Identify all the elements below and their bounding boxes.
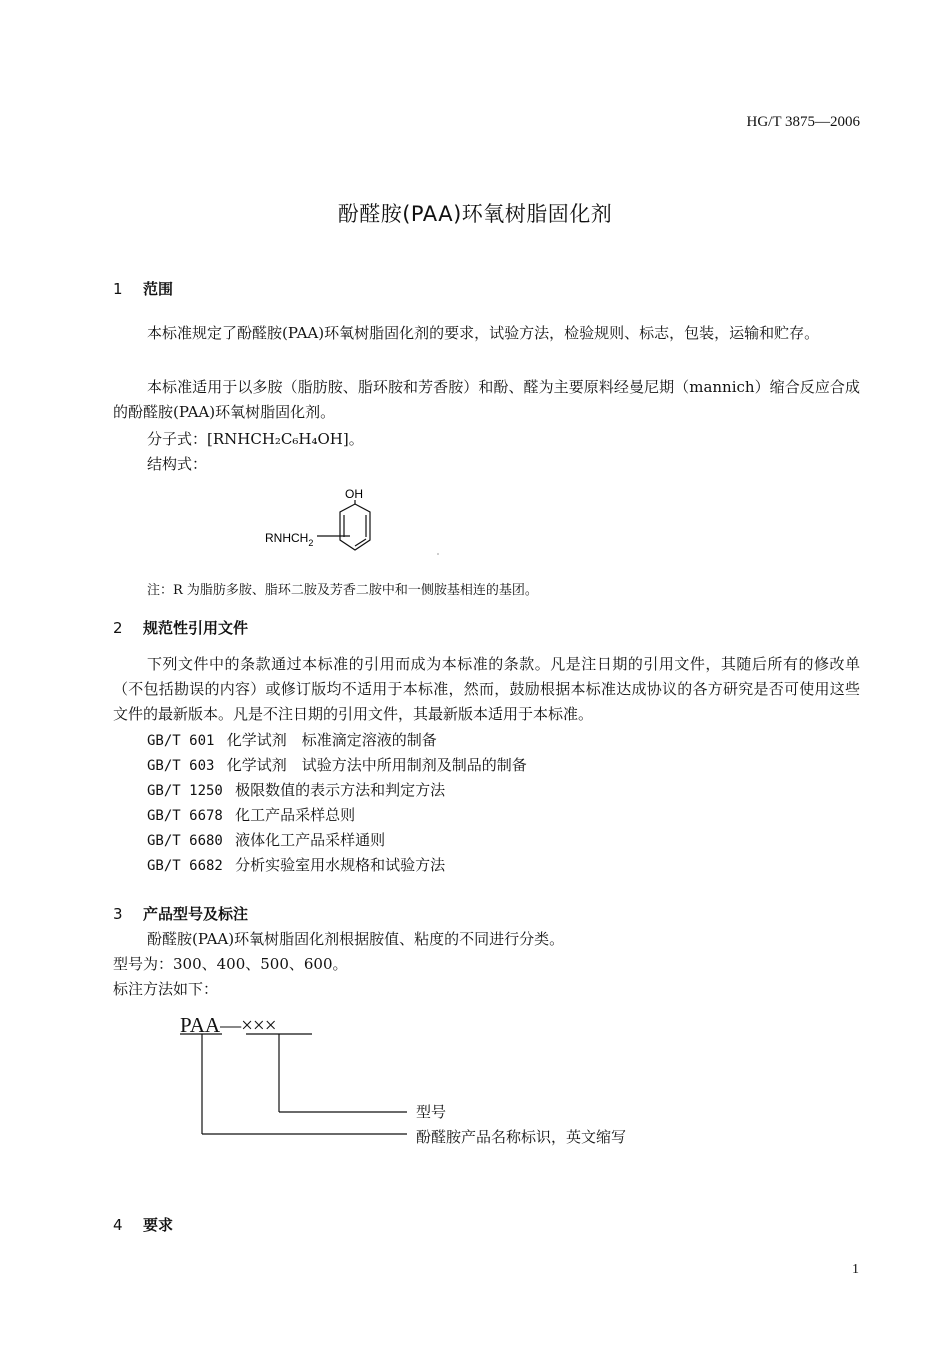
code-dash: — (220, 1013, 242, 1037)
code-suffix: ××× (241, 1013, 277, 1037)
reference-title: 化工产品采样总则 (235, 806, 356, 824)
section-1-number: 1 (113, 280, 123, 298)
section-1-title: 范围 (143, 280, 174, 298)
reference-title: 极限数值的表示方法和判定方法 (235, 781, 446, 799)
section-2-heading (113, 617, 248, 638)
hydroxyl-label: OH (345, 487, 363, 501)
section-1-heading (113, 278, 173, 299)
section-3-title: 产品型号及标注 (143, 905, 249, 923)
benzene-ring (317, 500, 370, 550)
marking-intro: 标注方法如下： (113, 980, 219, 998)
reference-title: 化学试剂 标准滴定溶液的制备 (226, 731, 437, 749)
code-prefix: PAA (180, 1013, 221, 1037)
reference-title: 液体化工产品采样通则 (235, 831, 386, 849)
scope-note: 注：R 为脂肪多胺、脂环二胺及芳香二胺中和一侧胺基相连的基团。 (147, 583, 538, 598)
standard-code: HG/T 3875—2006 (746, 114, 860, 130)
section-3-number: 3 (113, 905, 123, 923)
scope-paragraph-1: 本标准规定了酚醛胺(PAA)环氧树脂固化剂的要求，试验方法，检验规则、标志，包装，运输和贮存。 (147, 324, 820, 342)
legend-model: 型号 (416, 1103, 447, 1121)
section-2-title: 规范性引用文件 (143, 619, 249, 637)
document-title: 酚醛胺(PAA)环氧树脂固化剂 (337, 202, 613, 226)
section-3-heading (113, 903, 248, 924)
structure-label: 结构式： (147, 455, 208, 473)
product-paragraph: 酚醛胺(PAA)环氧树脂固化剂根据胺值、粘度的不同进行分类。 (147, 930, 565, 948)
structural-formula-diagram (255, 480, 455, 565)
reference-code: GB/T 6680 (147, 833, 223, 849)
reference-item (147, 779, 445, 800)
reference-code: GB/T 1250 (147, 783, 223, 799)
reference-code: GB/T 601 (147, 733, 215, 749)
reference-item (147, 754, 527, 775)
substituent-label: $RNHCH_2$ (265, 531, 314, 548)
reference-code: GB/T 6678 (147, 808, 223, 824)
molecular-formula: 分子式：[RNHCH₂C₆H₄OH]。 (147, 430, 364, 448)
reference-item (147, 829, 385, 850)
marking-diagram-lines (175, 1030, 435, 1140)
section-4-number: 4 (113, 1216, 123, 1234)
section-4-title: 要求 (143, 1216, 174, 1234)
reference-item (147, 804, 355, 825)
normative-intro: 下列文件中的条款通过本标准的引用而成为本标准的条款。凡是注日期的引用文件，其随后所有的修改单（不包括勘误的内容）或修订版均不适用于本标准，然而，鼓励根据本标准达成协议的各方研究是否可使用这些文件的最新版本。凡是不注日期的引用文件，其最新版本适用于本标准。 (113, 655, 860, 723)
reference-title: 分析实验室用水规格和试验方法 (235, 856, 446, 874)
reference-title: 化学试剂 试验方法中所用制剂及制品的制备 (226, 756, 527, 774)
section-2-number: 2 (113, 619, 123, 637)
reference-code: GB/T 603 (147, 758, 215, 774)
scope-paragraph-2: 本标准适用于以多胺（脂肪胺、脂环胺和芳香胺）和酚、醛为主要原料经曼尼期（mannich）缩合反应合成的酚醛胺(PAA)环氧树脂固化剂。 (113, 378, 860, 421)
reference-code: GB/T 6682 (147, 858, 223, 874)
reference-item (147, 854, 445, 875)
stray-dot (437, 553, 438, 554)
reference-item (147, 729, 437, 750)
section-4-heading (113, 1214, 173, 1235)
legend-name: 酚醛胺产品名称标识，英文缩写 (416, 1128, 627, 1146)
product-types: 型号为：300、400、500、600。 (113, 955, 348, 973)
page-number: 1 (852, 1262, 859, 1277)
